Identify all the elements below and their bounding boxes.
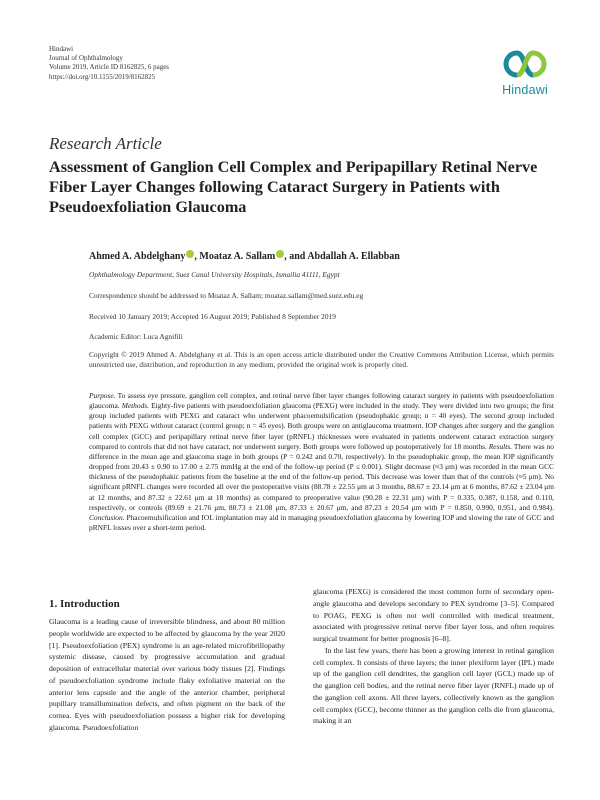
abstract-purpose-label: Purpose. xyxy=(89,391,116,400)
correspondence: Correspondence should be addressed to Moataz A. Sallam; moataz.sallam@med.suez.edu.eg xyxy=(89,291,364,300)
author-separator: , and xyxy=(284,251,308,262)
article-title: Assessment of Ganglion Cell Complex and Peripapillary Retinal Nerve Fiber Layer Changes following Cataract Surgery in Patients with Pseudoexfoliation Glaucoma xyxy=(49,158,538,216)
abstract-conclusion: Phacoemulsification and IOL implantation may aid in managing pseudoexfoliation glaucoma by lowering IOP and slowing the rate of GCC and pRNFL losses over a short-term period. xyxy=(89,512,554,533)
journal-header xyxy=(49,45,169,82)
author-separator: , xyxy=(194,251,200,262)
body-column-left xyxy=(49,616,285,734)
section-heading-introduction: 1. Introduction xyxy=(49,598,120,610)
hindawi-logo-icon xyxy=(503,47,547,81)
abstract-purpose: To assess eye pressure, ganglion cell complex, and retinal nerve fiber layer changes following cataract surgery in patients with pseudoexfoliation glaucoma. xyxy=(89,391,554,411)
copyright-notice: Copyright © 2019 Ahmed A. Abdelghany et al. This is an open access article distributed under the Creative Commons Attribution License, which permits unrestricted use, distribution, and reproduction in any medium, provided the original work is properly cited. xyxy=(89,350,554,370)
affiliation: Ophthalmology Department, Suez Canal University Hospitals, Ismailia 41111, Egypt xyxy=(89,270,340,279)
publisher-name: Hindawi xyxy=(49,45,74,53)
author-list xyxy=(89,250,400,262)
hindawi-logo-text: Hindawi xyxy=(502,83,548,97)
paragraph: glaucoma (PEXG) is considered the most common form of secondary open-angle glaucoma and develops secondary to PEX syndrome [3–5]. Compared to POAG, PEXG is often not well controlled with medical treatment, associated with progressive retinal nerve fiber layer loss, and often requires surgical treatment for better prognosis [6–8]. xyxy=(313,587,554,643)
abstract-conclusion-label: Conclusion. xyxy=(89,512,125,522)
doi-link[interactable]: https://doi.org/10.1155/2019/8162825 xyxy=(49,72,156,81)
journal-name: Journal of Ophthalmology xyxy=(49,54,123,63)
author-name[interactable]: Abdallah A. Ellabban xyxy=(307,251,400,262)
article-type: Research Article xyxy=(49,134,162,153)
abstract-methods-label: Methods. xyxy=(121,401,149,411)
body-column-right xyxy=(313,586,554,727)
academic-editor: Academic Editor: Luca Agnifili xyxy=(89,332,183,341)
paragraph: In the last few years, there has been a growing interest in retinal ganglion cell complex. It consists of three layers; the inner plexiform layer (IPL) made up of the ganglion cell dendrites, the ganglion cell layer (GCL) made up of the ganglion cell bodies, and the retinal nerve fiber layer (RNFL) made up of the ganglion cell axons. All three layers, collectively known as the ganglion cell complex (GCC), become thinner as the ganglion cells die from glaucoma, making it an xyxy=(313,645,554,726)
abstract xyxy=(89,391,554,533)
abstract-methods: Eighty-five patients with pseudoexfoliation glaucoma (PEXG) were included in the study. They were divided into two groups; the first group included patients with PEXG and cataract who underwent phacoemulsification (pseudophakic group; n = 40 eyes). The second group included patients with PEXG without cataract (control group; n = 45 eyes). Both groups were on antiglaucoma treatment. IOP changes after surgery and the ganglion cell complex (GCC) and peripapillary retinal nerve fiber layer (pRNFL) thicknesses were evaluated in patients underwent cataract extraction surgery compared to controls that did not have cataract, nor underwent surgery. Both groups were followed up postoperatively for 18 months. xyxy=(89,401,554,451)
author-name[interactable]: Ahmed A. Abdelghany xyxy=(89,251,186,262)
hindawi-logo xyxy=(497,47,553,97)
publication-dates: Received 10 January 2019; Accepted 16 August 2019; Published 8 September 2019 xyxy=(89,312,336,321)
volume-info: Volume 2019, Article ID 8162825, 6 pages xyxy=(49,63,170,72)
abstract-results-label: Results. xyxy=(488,441,512,451)
abstract-results: There was no difference in the mean age and glaucoma stage in both groups (P = 0.242 and 0.70, respectively). In the pseudophakic group, the mean IOP significantly dropped from 20.43 ± 0.90 to 17.00 ± 2.75 mmHg at the end of the follow-up period (P ≤ 0.001). Slight decrease (≈3 μm) was recorded in the mean GCC thickness of the pseudophakic patients from the baseline at the end of the follow-up period. This decrease was lower than that of the controls (≈5 μm). No significant pRNFL changes were recorded all over the postoperative visits (88.78 ± 22.55 μm at 3 months, 88.67 ± 23.14 μm at 6 months, 87.62 ± 23.04 μm at 12 months, and 87.32 ± 22.61 μm at 18 months) as compared to preoperative value (90.28 ± 22.31 μm) with P = 0.335, 0.387, 0.158, and 0.110, respectively, or controls (89.69 ± 21.76 μm, 88.73 ± 21.08 μm, 87.33 ± 20.67 μm, and 87.23 ± 20.54 μm with P = 0.850, 0.990, 0.951, and 0.984). xyxy=(89,441,554,512)
paragraph: Glaucoma is a leading cause of irreversible blindness, and about 80 million people worldwide are expected to be affected by glaucoma by the year 2020 [1]. Pseudoexfoliation (PEX) syndrome is an age-related microfibrillopathy systemic disease, caused by progressive accumulation and gradual deposition of extracellular material over various body tissues [2]. Findings of pseudoexfoliation syndrome include flaky exfoliative material on the anterior lens capsule and the angle of the anterior chamber, peripheral pupillary transillumination defects, and often pigment on the back of the cornea. Eyes with pseudoexfoliation possess a higher risk for developing glaucoma. Pseudoexfoliation xyxy=(49,617,285,732)
author-name[interactable]: Moataz A. Sallam xyxy=(199,251,276,262)
